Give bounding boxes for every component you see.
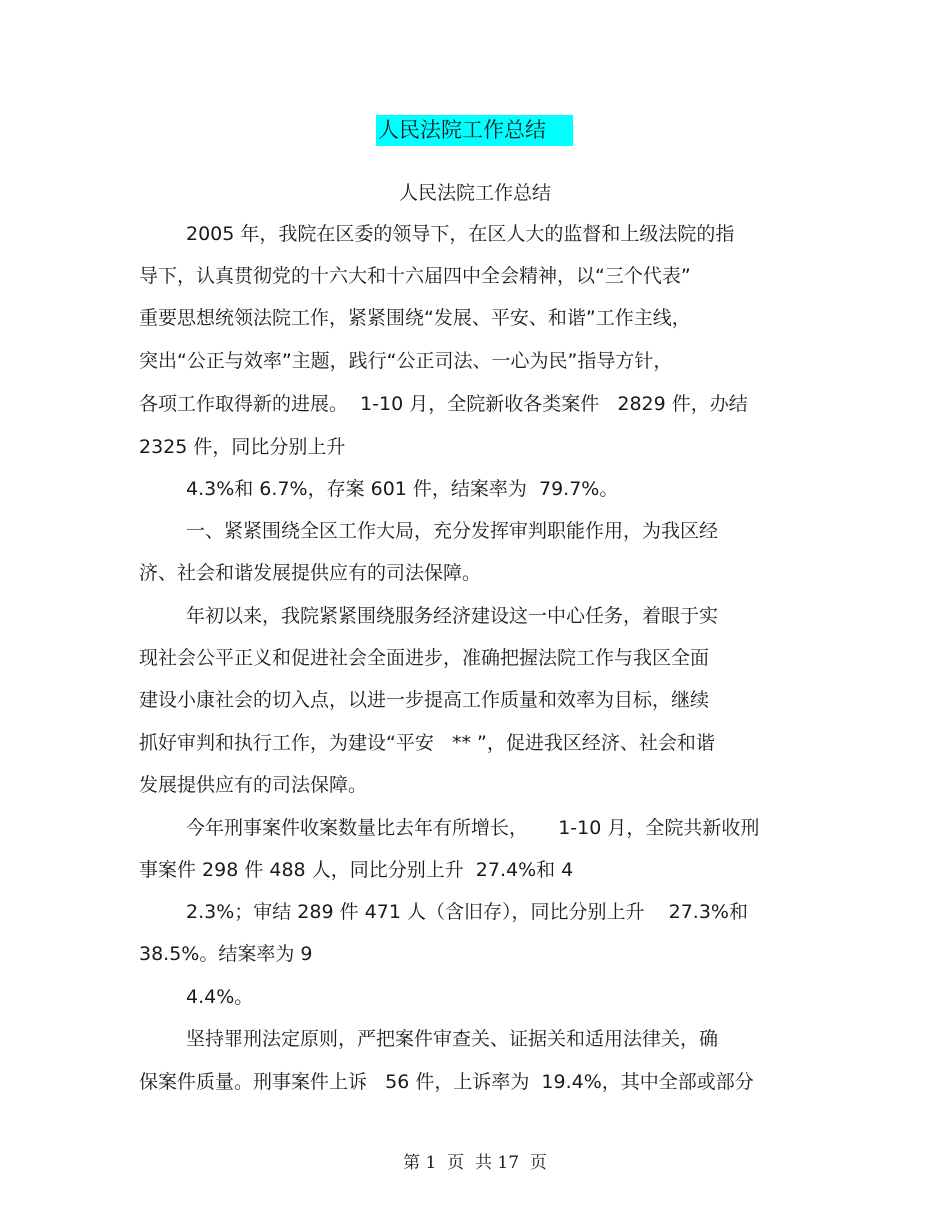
paragraph-line: 坚持罪刑法定原则，严把案件审查关、证据关和适用法律关，确 — [186, 1028, 719, 1050]
paragraph-line: 4.3%和 6.7%，存案 601 件，结案率为 79.7%。 — [186, 478, 619, 500]
page-footer: 第 1 页 共 17 页 — [403, 1153, 547, 1173]
paragraph-line: 今年刑事案件收案数量比去年有所增长， 1-10 月，全院共新收刑 — [186, 817, 760, 839]
paragraph-line: 2.3%；审结 289 件 471 人（含旧存），同比分别上升 27.3%和 — [186, 901, 748, 923]
paragraph-line: 重要思想统领法院工作，紧紧围绕“发展、平安、和谐”工作主线， — [139, 307, 691, 329]
paragraph-line: 现社会公平正义和促进社会全面进步，准确把握法院工作与我区全面 — [139, 647, 710, 669]
paragraph-line: 建设小康社会的切入点，以进一步提高工作质量和效率为目标，继续 — [139, 689, 710, 711]
document-subtitle: 人民法院工作总结 — [398, 182, 551, 204]
paragraph-line: 突出“公正与效率”主题，践行“公正司法、一心为民”指导方针， — [139, 350, 673, 372]
document-title-banner: 人民法院工作总结 — [376, 115, 573, 146]
paragraph-line: 事案件 298 件 488 人，同比分别上升 27.4%和 4 — [139, 859, 574, 881]
paragraph-line: 抓好审判和执行工作，为建设“平安 ** ”，促进我区经济、社会和谐 — [139, 732, 715, 754]
paragraph-line: 一、紧紧围绕全区工作大局，充分发挥审判职能作用，为我区经 — [186, 520, 719, 542]
paragraph-line: 各项工作取得新的进展。 1-10 月，全院新收各类案件 2829 件，办结 — [139, 393, 748, 415]
paragraph-line: 2005 年，我院在区委的领导下，在区人大的监督和上级法院的指 — [186, 223, 735, 245]
paragraph-line: 2325 件，同比分别上升 — [139, 436, 346, 458]
paragraph-line: 导下，认真贯彻党的十六大和十六届四中全会精神，以“三个代表” — [139, 265, 691, 287]
paragraph-line: 保案件质量。刑事案件上诉 56 件，上诉率为 19.4%，其中全部或部分 — [139, 1071, 754, 1093]
paragraph-line: 年初以来，我院紧紧围绕服务经济建设这一中心任务，着眼于实 — [186, 605, 719, 627]
paragraph-line: 济、社会和谐发展提供应有的司法保障。 — [139, 562, 482, 584]
paragraph-line: 发展提供应有的司法保障。 — [139, 774, 368, 796]
paragraph-line: 4.4%。 — [186, 986, 254, 1008]
paragraph-line: 38.5%。结案率为 9 — [139, 943, 313, 965]
